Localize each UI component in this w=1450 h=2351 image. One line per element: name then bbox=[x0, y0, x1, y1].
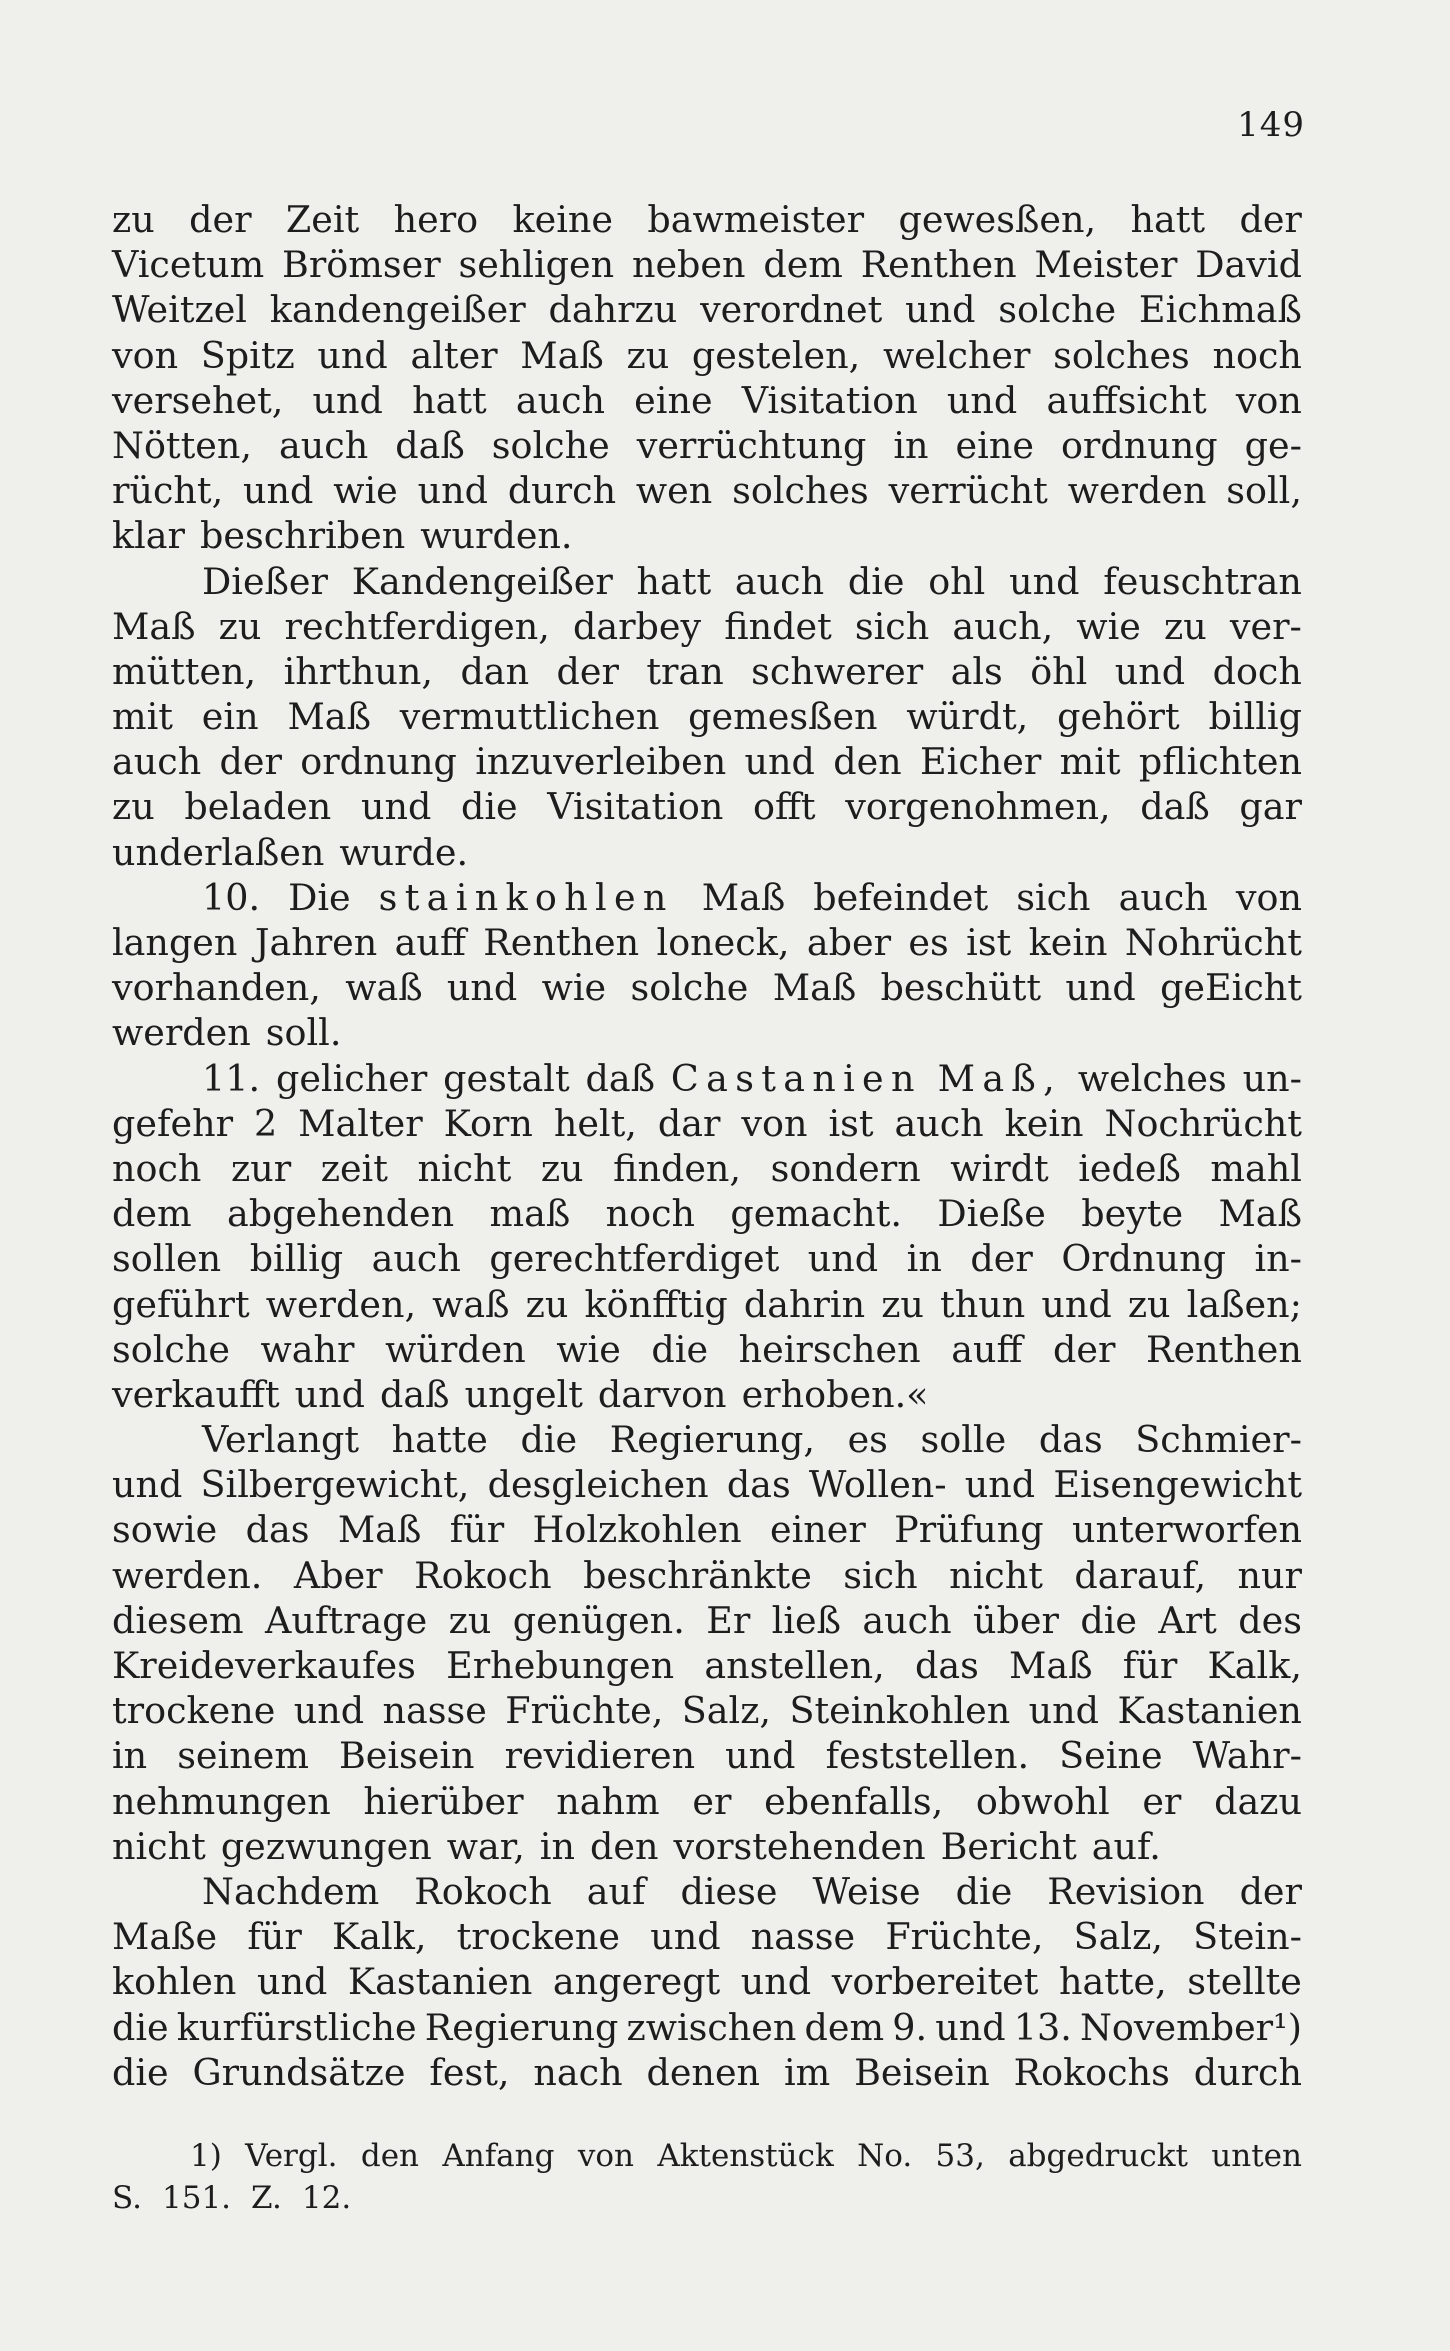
text-line: nehmungen hierüber nahm er ebenfalls, obwohl er dazu bbox=[112, 1779, 1302, 1823]
text-line: Vicetum Brömser sehligen neben dem Renthen Meister David bbox=[112, 243, 1302, 287]
text-line: die kurfürstliche Regierung zwischen dem 9. und 13. November¹) bbox=[112, 2005, 1302, 2049]
text-line: und Silbergewicht, desgleichen das Wollen- und Eisengewicht bbox=[112, 1463, 1302, 1507]
text-line: Verlangt hatte die Regierung, es solle das Schmier- bbox=[202, 1418, 1302, 1462]
text-line: die Grundsätze fest, nach denen im Beisein Rokochs durch bbox=[112, 2050, 1302, 2094]
text-line: sollen billig auch gerechtferdiget und in der Ordnung in- bbox=[112, 1237, 1302, 1281]
text-line: klar beschriben wurden. bbox=[112, 514, 573, 558]
text-line: solche wahr würden wie die heirschen auff der Renthen bbox=[112, 1327, 1302, 1371]
footnotes bbox=[112, 2135, 1302, 2219]
text-line: Maße für Kalk, trockene und nasse Früchte, Salz, Stein- bbox=[112, 1915, 1302, 1959]
text-line: versehet, und hatt auch eine Visitation und auffsicht von bbox=[112, 378, 1302, 422]
text-line: trockene und nasse Früchte, Salz, Steinkohlen und Kastanien bbox=[112, 1689, 1302, 1733]
text-line: dem abgehenden maß noch gemacht. Dieße beyte Maß bbox=[112, 1192, 1302, 1236]
text-line: werden. Aber Rokoch beschränkte sich nicht darauf, nur bbox=[112, 1553, 1302, 1597]
text-line: nicht gezwungen war, in den vorstehenden Bericht auf. bbox=[112, 1824, 1161, 1868]
text-line: diesem Auftrage zu genügen. Er ließ auch über die Art des bbox=[112, 1598, 1302, 1642]
text-line: mütten, ihrthun, dan der tran schwerer als öhl und doch bbox=[112, 649, 1302, 693]
text-line: in seinem Beisein revidieren und feststellen. Seine Wahr- bbox=[112, 1734, 1302, 1778]
text-line: zu der Zeit hero keine bawmeister gewesßen, hatt der bbox=[112, 198, 1302, 241]
text-line: gefehr 2 Malter Korn helt, dar von ist auch kein Nochrücht bbox=[112, 1101, 1302, 1145]
text-line: sowie das Maß für Holzkohlen einer Prüfung unterworfen bbox=[112, 1508, 1302, 1552]
footnote-line: S. 151. Z. 12. bbox=[112, 2180, 352, 2216]
text-line: langen Jahren auff Renthen loneck, aber es ist kein Nohrücht bbox=[112, 921, 1302, 964]
text-line: Nötten, auch daß solche verrüchtung in eine ordnung ge- bbox=[112, 423, 1302, 467]
text-line: Weitzel kandengeißer dahrzu verordnet und solche Eichmaß bbox=[112, 288, 1302, 332]
page-number: 149 bbox=[1237, 105, 1305, 145]
text-line: kohlen und Kastanien angeregt und vorbereitet hatte, stellte bbox=[112, 1960, 1302, 2004]
text-line: Nachdem Rokoch auf diese Weise die Revision der bbox=[202, 1869, 1302, 1913]
footnote-line: 1) Vergl. den Anfang von Aktenstück No. 53, abgedruckt unten bbox=[190, 2138, 1302, 2174]
text-line: rücht, und wie und durch wen solches verrücht werden soll, bbox=[112, 469, 1302, 513]
body-text bbox=[112, 197, 1302, 2095]
text-line: Dießer Kandengeißer hatt auch die ohl und feuschtran bbox=[202, 559, 1302, 603]
text-line: mit ein Maß vermuttlichen gemesßen würdt, gehört billig bbox=[112, 695, 1302, 739]
text-line: Maß zu rechtferdigen, darbey findet sich auch, wie zu ver- bbox=[112, 604, 1302, 648]
text-line: zu beladen und die Visitation offt vorgenohmen, daß gar bbox=[112, 785, 1302, 829]
text-line: auch der ordnung inzuverleiben und den Eicher mit pflichten bbox=[112, 740, 1302, 784]
text-line: Kreideverkaufes Erhebungen anstellen, das Maß für Kalk, bbox=[112, 1644, 1302, 1687]
text-line: 11. gelicher gestalt daß Castanien Maß, welches un- bbox=[202, 1056, 1302, 1100]
text-line: underlaßen wurde. bbox=[112, 830, 469, 874]
text-line: noch zur zeit nicht zu finden, sondern wirdt iedeß mahl bbox=[112, 1146, 1302, 1190]
text-line: vorhanden, waß und wie solche Maß beschütt und geEicht bbox=[112, 966, 1302, 1010]
text-line: 10. Die stainkohlen Maß befeindet sich auch von bbox=[202, 875, 1302, 919]
text-line: von Spitz und alter Maß zu gestelen, welcher solches noch bbox=[112, 333, 1302, 377]
text-line: werden soll. bbox=[112, 1011, 342, 1055]
text-line: geführt werden, waß zu könfftig dahrin zu thun und zu laßen; bbox=[112, 1282, 1302, 1326]
text-line: verkaufft und daß ungelt darvon erhoben.« bbox=[112, 1372, 929, 1416]
